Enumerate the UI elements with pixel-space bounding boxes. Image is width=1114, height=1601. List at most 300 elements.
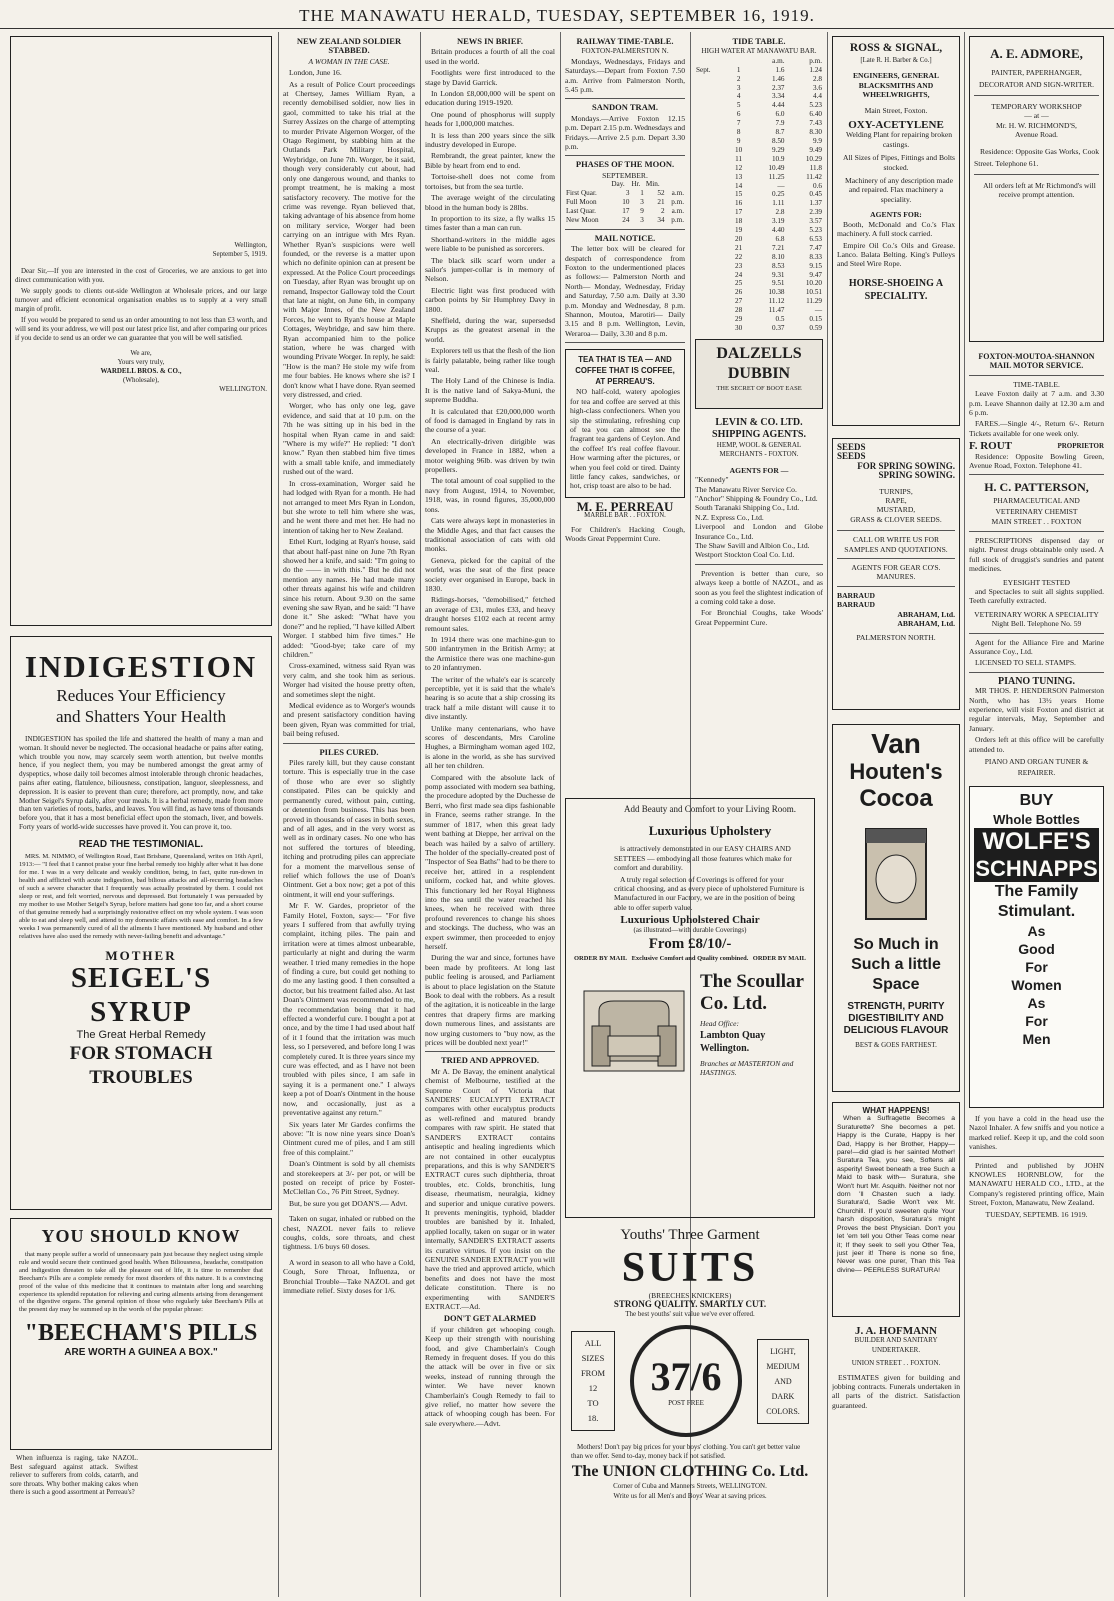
levin-agent: Westport Stockton Coal Co. Ltd. bbox=[695, 550, 795, 560]
veterinary-speciality: VETERINARY WORK A SPECIALITY bbox=[974, 609, 1099, 619]
tide-cell: 8.50 bbox=[771, 136, 785, 145]
suits-price: 37/6 bbox=[650, 1353, 722, 1399]
soldier-paragraph: Cross-examined, witness said Ryan was very calm, and she took him as serious. Worger had visited the house pretty often, and sometimes slept the night. bbox=[283, 661, 415, 699]
wolfe-line: SCHNAPPS bbox=[975, 856, 1098, 881]
admore-workshop: TEMPORARY WORKSHOP bbox=[991, 102, 1082, 111]
moon-cell: First Quar. bbox=[566, 189, 597, 198]
tide-table bbox=[695, 57, 823, 333]
tide-cell: 9.31 bbox=[771, 270, 785, 279]
nazol-note: A word in season to all who have a Cold, Cough, Sore Throat, Influenza, or Bronchial Trouble—Take NAZOL and get immediate relief. Sixty doses for 1/6. bbox=[283, 1257, 415, 1295]
tide-cell: 9.29 bbox=[771, 145, 785, 154]
news-item: In London £8,000,000 will be spent on education during 1919-1920. bbox=[425, 89, 555, 108]
scoullar-branches: Branches at MASTERTON and HASTINGS. bbox=[700, 1058, 794, 1078]
tide-row bbox=[695, 244, 823, 253]
tide-cell: 8 bbox=[736, 128, 741, 137]
tide-cell: 7.43 bbox=[809, 119, 822, 128]
tide-cell: 10.9 bbox=[771, 154, 785, 163]
tide-cell: 4.44 bbox=[771, 101, 785, 110]
tide-month bbox=[695, 253, 729, 262]
scoullar-exclusive: Exclusive Comfort and Quality combined. bbox=[631, 955, 749, 963]
tide-cell: 18 bbox=[735, 217, 743, 226]
seed-item: MUSTARD, bbox=[876, 505, 916, 515]
tide-cell: 5.23 bbox=[809, 226, 822, 235]
news-item: In 1914 there was one machine-gun to 500 infantrymen in the British Army; at the Armistice there was one machine-gun to 20 infantrymen. bbox=[425, 634, 555, 673]
moon-cell: 24 bbox=[622, 215, 630, 224]
order-by-mail: ORDER BY MAIL bbox=[574, 955, 628, 963]
tide-cell: 2.37 bbox=[771, 83, 785, 92]
levin-agent: The Manawatu River Service Co. bbox=[695, 484, 797, 494]
mail-timetable-head: TIME-TABLE. bbox=[1013, 379, 1060, 389]
mail-headline: MAIL NOTICE. bbox=[594, 232, 656, 243]
railway-headline: RAILWAY TIME-TABLE. bbox=[576, 36, 674, 46]
patterson-prescriptions: PRESCRIPTIONS dispensed day or night. Purest drugs obtainable only used. A full stock of druggist's sundries and patent medicines. bbox=[969, 535, 1104, 574]
admore-orders: All orders left at Mr Richmond's will receive prompt attention. bbox=[983, 180, 1096, 200]
seeds-agents: AGENTS FOR GEAR CO'S. MANURES. bbox=[851, 563, 941, 582]
tide-row bbox=[695, 128, 823, 137]
tide-month bbox=[695, 92, 729, 101]
tide-month bbox=[695, 208, 729, 217]
tide-month bbox=[695, 297, 729, 306]
cocoa-tin-illustration bbox=[851, 819, 941, 929]
scoullar-price: From £8/10/- bbox=[648, 936, 732, 953]
tide-month bbox=[695, 315, 729, 324]
levin-agent: "Kennedy" bbox=[695, 475, 729, 485]
levin-subhead: HEMP, WOOL & GENERAL MERCHANTS - FOXTON. bbox=[716, 440, 802, 459]
patterson-trade: PHARMACEUTICAL AND VETERINARY CHEMIST bbox=[993, 496, 1080, 517]
tide-month bbox=[695, 279, 729, 288]
tide-row bbox=[695, 235, 823, 244]
alliance-agent: Agent for the Alliance Fire and Marine Assurance Coy., Ltd. bbox=[969, 637, 1104, 656]
news-item: Shorthand-writers in the middle ages were liable to be punished as sorcerers. bbox=[425, 234, 555, 254]
piles-paragraph: But, be sure you get DOAN'S.— Advt. bbox=[289, 1198, 408, 1208]
news-item: During the war and since, fortunes have been made by profiteers. At long last public feeling is aroused, and Parliament is about to place legislation on the Statute Book to deal with the robbers. As a result of the agitation, it is noticeable in the large centres that drapery firms are marking down numerous lines, and assistants are now urging customers to "buy now, as the prices will be doubled next year!" bbox=[425, 953, 555, 1048]
tea-advert bbox=[565, 349, 685, 497]
tide-cell: 0.6 bbox=[813, 181, 822, 190]
seigels-syrup-brand: SEIGEL'S SYRUP bbox=[70, 961, 212, 1028]
tide-cell: 13 bbox=[735, 172, 743, 181]
piles-paragraph: Six years later Mr Gardes confirms the above: "It is now nine years since Doan's Ointment cured me of piles, and I am still free of this complaint." bbox=[283, 1119, 415, 1157]
moon-cell: Full Moon bbox=[566, 198, 597, 207]
soldier-paragraph: In cross-examination, Worger said he had lodged with Ryan for a month. He had not arranged to meet Mrs Ryan in London, but she wrote to tell him where she was, and he went there and met her. He had no intention of taking her to New Zealand. bbox=[283, 478, 415, 535]
suits-size-line: SIZES bbox=[581, 1353, 605, 1364]
moon-headline: PHASES OF THE MOON. bbox=[575, 159, 675, 170]
news-item: The writer of the whale's ear is scarcely perceptible, yet it is said that the whale's hearing is so acute that a ship crossing its track half a mile distant will cause it to dive instantly. bbox=[425, 674, 555, 722]
tide-cell: 0.37 bbox=[771, 324, 785, 332]
hofmann-address: UNION STREET . . FOXTON. bbox=[851, 1359, 941, 1368]
tide-cell: 6.40 bbox=[809, 110, 822, 119]
tide-cell: 23 bbox=[735, 261, 743, 270]
seed-list bbox=[837, 487, 955, 525]
suits-color-line: DARK bbox=[771, 1391, 795, 1401]
dalzell-tagline: THE SECRET OF BOOT EASE bbox=[716, 384, 802, 392]
tide-month bbox=[695, 182, 729, 191]
news-item: Electric light was first produced with carbon points by Sir Humphrey Davy in 1800. bbox=[425, 285, 555, 314]
bronchial-note: For Bronchial Coughs, take Woods' Great Peppermint Cure. bbox=[695, 608, 823, 627]
tide-cell: 12 bbox=[735, 163, 743, 172]
suits-color-line: AND bbox=[774, 1376, 792, 1386]
letter-firm: (Wholesale), bbox=[123, 376, 159, 384]
tide-cell: 5 bbox=[736, 101, 741, 110]
suits-value: The best youths' suit value we've ever offered. bbox=[625, 1309, 755, 1318]
suratura-poem: When a Suffragette Becomes a Suraturette? She becomes a pet. Happy is the Curate, Happy is her Dad, Happy is her Brother, Happy—pare!—did glad is her sainted Mother! Suratura Tea, you see, Softens all asperity! Sweet beneath a tree Such a Maid to bask with— Suratura, she Won't hurt Mr. Asquith. Neither not nor dorn 'll Chasten such a lady. Suratura'd, Sadie Won't vex Mr. Churchill. If you'd sweeten quite Your harsh disposition, Suratura's might Proves the best Physician. Don't you let 'em tell you Other Teas come near it; If they seek to sell you Other Tea, just jeer it! There is none so fine, Never was one purer, Than this Tea divine— PEERLESS SURATURA! bbox=[837, 1115, 955, 1274]
seed-item: GRASS & CLOVER SEEDS. bbox=[850, 514, 942, 524]
admore-advert bbox=[969, 36, 1104, 342]
tide-cell: 7.21 bbox=[771, 243, 785, 252]
tide-cell: 11.47 bbox=[768, 306, 785, 315]
tide-month bbox=[695, 324, 729, 333]
piles-paragraph: Mr F. W. Gardes, proprietor of the Family Hotel, Foxton, says:— "For five years I suffered from that awfully trying complaint, itching piles. The pain and irritation were at times almost unbearable, particularly at night and during the warm weather. I tried many remedies in the hope of finding a cure, but could get nothing to do me any lasting good. I then consulted a doctor, but his treatment failed also. At last Doan's Ointment was recommended to me, the recommendation being that it had effected a wonderful cure. I bought a pot at once, and by the time I had used about half of it I found that the irritation was much less, so I persevered, and before long I was completely cured. It is three years since my cure was effected, and as I have not been troubled with piles since, I am safe in saying it is a permanent one." I always keep a pot of Doan's Ointment in the house now, and occasionally, just as a preventative against any return." bbox=[283, 901, 415, 1118]
news-item: Britain produces a fourth of all the coal used in the world. bbox=[425, 47, 555, 66]
tide-cell: 6.53 bbox=[809, 234, 822, 243]
letter-salutation: Dear Sir,—If you are interested in the cost of Groceries, we are anxious to get into direct communication with you. bbox=[15, 267, 267, 284]
tide-cell: 15 bbox=[735, 190, 743, 199]
column-7 bbox=[969, 34, 1104, 1594]
wolfes-schnapps-advert bbox=[969, 786, 1104, 1108]
indigestion-subtitle: Reduces Your Efficiency bbox=[56, 686, 226, 705]
rout-proprietor: PROPRIETOR bbox=[1057, 442, 1104, 451]
column-rule bbox=[560, 32, 561, 1597]
tide-month bbox=[695, 146, 729, 155]
mail-service-times: Leave Foxton daily at 7 a.m. and 3.30 p.m. Leave Shannon daily at 12.30 a.m and 6 p.m. bbox=[969, 389, 1104, 418]
tide-cell: 3.19 bbox=[771, 217, 785, 226]
tram-times: Mondays.—Arrive Foxton 12.15 p.m. Depart 2.15 p.m. Wednesdays and Fridays.—Arrive 2.5 p.m. Depart 3.30 p.m. bbox=[565, 113, 685, 152]
wardell-advert bbox=[10, 36, 272, 626]
tide-row bbox=[695, 199, 823, 208]
union-clothing-address: Corner of Cuba and Manners Streets, WELLINGTON. bbox=[613, 1482, 767, 1491]
van-houtens-brand: Van bbox=[871, 728, 921, 759]
moon-cell: 34 bbox=[657, 215, 665, 224]
moon-cell: 17 bbox=[622, 207, 630, 215]
column-4 bbox=[565, 34, 685, 789]
admore-at: — at — bbox=[1024, 111, 1049, 121]
letter-paragraph: We supply goods to clients out-side Wellington at Wholesale prices, and our large turnover and efficient economical organisation enables us to supply at a very small margin of profit. bbox=[15, 287, 267, 313]
tide-cell: 30 bbox=[735, 324, 743, 332]
soldier-paragraph: Ethel Kurt, lodging at Ryan's house, said that about half-past nine on June 7th Ryan showed her a knife, and said: "I'm going to do the —— in with this." But he did not mention any names. He had made many other threats against his wife and children since his return. About 9.30 on the same evening she saw Ryan, and he said: "I have done it." She asked: "What have you done?" and he replied, "I have killed Albert Worger. I stabbed him five times." He added: "Good-bye; take care of my children." bbox=[283, 537, 415, 659]
ross-empire: Empire Oil Co.'s Oils and Grease. Lanco. Balata Belting. King's Pulleys and Steel Wire Rope. bbox=[837, 240, 955, 269]
tide-row bbox=[695, 155, 823, 164]
suits-color-line: MEDIUM bbox=[766, 1361, 800, 1371]
tide-cell: 1.11 bbox=[772, 199, 785, 208]
news-item: The Holy Land of the Chinese is India. It is the native land of Sakya-Muni, the supreme Buddha. bbox=[425, 376, 555, 405]
tide-cell: 27 bbox=[735, 297, 743, 306]
tide-cell: 0.5 bbox=[775, 315, 785, 324]
scoullar-chair-sub: (as illustrated—with durable Coverings) bbox=[633, 925, 747, 934]
moon-cell: 9 bbox=[640, 207, 644, 215]
tide-subhead: HIGH WATER AT MANAWATU BAR. bbox=[701, 47, 817, 56]
tide-month bbox=[695, 119, 729, 128]
tide-cell: 8.33 bbox=[809, 252, 822, 261]
tide-row bbox=[695, 315, 823, 324]
suits-headline: Youths' Three Garment bbox=[620, 1227, 760, 1243]
hofmann-name: J. A. HOFMANN bbox=[855, 1325, 937, 1337]
wolfe-line: Women bbox=[1011, 977, 1062, 993]
tide-row bbox=[695, 271, 823, 280]
tide-cell: 10.20 bbox=[805, 279, 822, 288]
strength-tagline: STRENGTH, PURITY DIGESTIBILITY AND DELICIOUS FLAVOUR bbox=[843, 1001, 949, 1037]
abraham-name: ABRAHAM, Ltd. bbox=[897, 609, 955, 619]
testimonial-heading: READ THE TESTIMONIAL. bbox=[78, 838, 204, 850]
news-in-brief bbox=[425, 47, 555, 1047]
tide-cell: 29 bbox=[735, 315, 743, 324]
moon-cell: 52 bbox=[657, 189, 665, 198]
tea-body: NO half-cold, watery apologies for tea and coffee are served at this high-class confectioners. When you sip the stimulating, refreshing cup of tea you can almost see the fragrant tea gardens of Ceylon. And the coffee! It's real coffee flavour. How warming after the pictures, or when you feel cold or tired. Dainty little fancy cakes, sandwiches, or hot, crisp toast are also to be had. bbox=[570, 387, 680, 491]
dalzell-advert bbox=[695, 339, 823, 409]
tide-cell: 2.8 bbox=[813, 74, 822, 83]
tide-cell: 3.6 bbox=[813, 83, 822, 92]
abraham-name: ABRAHAM, Ltd. bbox=[897, 619, 955, 629]
tide-cell: 7.9 bbox=[775, 119, 785, 128]
piles-paragraph: Piles rarely kill, but they cause constant torture. This is especially true in the case of those who are ever so slightly constipated. Piles can be quickly and permanently cured, without pain, cutting, or detention from business. This has been proved in thousands of cases in both sexes, and of all ages, and in the very worst as well as in ordinary cases. No one who has not suffered the tortures of bleeding, itching and protruding piles can appreciate for a moment the marvellous sense of relief which follows the use of Doan's Ointment. Get a box now; get a pot of this ointment, it will end your sufferings. bbox=[283, 758, 415, 899]
imprint-date: TUESDAY, SEPTEMB. 16 1919. bbox=[985, 1209, 1088, 1219]
news-item: Ridings-horses, "demobilised," fetched an average of £31, mules £33, and heavy draught horses £102 each at recent army remount sales. bbox=[425, 595, 555, 633]
rout-residence: Residence: Opposite Bowling Green, Avenue Road, Foxton. Telephone 41. bbox=[969, 451, 1104, 471]
suratura-advert bbox=[832, 1102, 960, 1317]
tide-cell: 11.42 bbox=[806, 172, 822, 181]
moon-row bbox=[565, 207, 685, 216]
news-headline: NEWS IN BRIEF. bbox=[456, 36, 524, 46]
piles-headline: PILES CURED. bbox=[319, 746, 379, 757]
tide-row bbox=[695, 137, 823, 146]
indigestion-body: INDIGESTION has spoiled the life and shattered the health of many a man and woman. It should never be neglected. The occasional headache or pains after eating, which trouble you now, may scarcely seem worth attention, but twelve months hence, if you neglect them, you may be numbered amongst the great army of dyspeptics, whose daily toil becomes almost intolerable through chronic headaches, pains after eating, flatulence, biliousness, constipation, languor, sleeplessness, and depression. It is easier to prevent than cure; therefore, act promptly, now, and take Mother Seigel's Syrup daily, after your meals. It is a herbal remedy, made from more than ten varieties of roots, barks, and leaves. You will find, as have tens of thousands before you, that it has a most beneficial effect upon the stomach, liver, and bowels. Forty years of world-wide successes have proved it. You can prove it, too. bbox=[19, 735, 263, 831]
tide-cell: 1.37 bbox=[809, 199, 822, 208]
tide-cell: 6.0 bbox=[775, 110, 785, 119]
tide-cell: 11 bbox=[735, 154, 743, 163]
soldier-paragraph: London, June 16. bbox=[289, 68, 342, 78]
tide-row bbox=[695, 164, 823, 173]
wolfe-line: For bbox=[1025, 1013, 1048, 1029]
tide-cell: 16 bbox=[735, 199, 743, 208]
wolfe-line: As bbox=[1027, 923, 1046, 939]
piano-tuner: PIANO AND ORGAN TUNER & REPAIRER. bbox=[984, 757, 1089, 777]
suits-price-circle bbox=[630, 1325, 742, 1437]
news-item: Sheffield, during the war, supersedsd Krupps as the greatest arsenal in the world. bbox=[425, 315, 555, 344]
tide-row bbox=[695, 226, 823, 235]
seed-item: TURNIPS, bbox=[879, 486, 913, 496]
letter-firm: WARDELL BROS. & CO., bbox=[100, 367, 182, 375]
oxy-headline: OXY-ACETYLENE bbox=[848, 119, 944, 132]
scoullar-body: is attractively demonstrated in our EASY CHAIRS AND SETTEES — embodying all those features which make for comfort and durability. bbox=[614, 844, 792, 873]
news-item: Explorers tell us that the flesh of the lion is fairly palatable, being rather like tough veal. bbox=[425, 346, 555, 374]
tide-cell: 5.23 bbox=[809, 101, 822, 110]
soldier-paragraph: Medical evidence as to Worger's wounds and present satisfactory condition having been given, Ryan was committed for trial, bail being refused. bbox=[283, 701, 415, 739]
tide-cell: 3.57 bbox=[809, 217, 822, 226]
tide-cell: 8.10 bbox=[771, 252, 785, 261]
indigestion-subtitle: and Shatters Your Health bbox=[56, 707, 226, 726]
tide-row bbox=[695, 208, 823, 217]
tide-row bbox=[695, 182, 823, 191]
seeds-head: SEEDS bbox=[837, 442, 866, 452]
admore-trade: PAINTER, PAPERHANGER, DECORATOR AND SIGN-WRITER. bbox=[978, 68, 1095, 89]
scoullar-body: A truly regal selection of Coverings is offered for your critical choosing, and as every piece of upholstered Furniture is Manufactured in our Factory, we are in the position of being able to offer superb value. bbox=[614, 874, 805, 912]
tide-row bbox=[695, 119, 823, 128]
beechams-pills-brand: "BEECHAM'S PILLS bbox=[24, 1320, 258, 1347]
suits-quality: STRONG QUALITY. SMARTLY CUT. bbox=[613, 1299, 767, 1310]
news-item: An electrically-driven dirigible was developed in France in 1882, when a motor weighing 96lb. was driven by twin propellers. bbox=[425, 436, 555, 475]
tide-cell: 4 bbox=[736, 92, 741, 101]
tide-cell: 2 bbox=[736, 74, 741, 83]
tide-month bbox=[695, 75, 729, 84]
spring-sowing: SPRING SOWING. bbox=[878, 470, 955, 481]
wolfe-line: Good bbox=[1018, 941, 1055, 957]
nazol-inhaler-note: If you have a cold in the head use the Nazol Inhaler. A few sniffs and you notice a marked relief. Keep it up, and the cold soon vanishes. bbox=[969, 1114, 1104, 1152]
tide-month: Sept. bbox=[696, 65, 711, 74]
van-houtens-brand: Houten's bbox=[849, 759, 943, 784]
suits-size-line: 18. bbox=[587, 1413, 599, 1424]
tide-row bbox=[695, 217, 823, 226]
moon-cell: 10 bbox=[622, 198, 630, 207]
soldier-paragraph: Worger, who has only one leg, gave evidence, and said that at 10 p.m. on the 7th he was sitting up in his bed in the hospital when Ryan came in and said: "Where is my wife?" He replied: "I don't know." Ryan then stabbed him five times with a small table knife, and immediately rushed out of the ward. bbox=[283, 401, 415, 477]
hofmann-estimates: ESTIMATES given for building and jobbing contracts. Funerals undertaken in all parts of the district. Satisfaction guaranteed. bbox=[832, 1372, 960, 1410]
moon-cell: p.m. bbox=[671, 198, 684, 207]
tide-cell: 11.25 bbox=[768, 172, 785, 181]
tide-month bbox=[695, 244, 729, 253]
tide-month bbox=[695, 155, 729, 164]
ross-subhead: [Late R. H. Barber & Co.] bbox=[860, 57, 932, 64]
tide-row bbox=[695, 253, 823, 262]
levin-agent: The Shaw Savill and Albion Co., Ltd. bbox=[695, 540, 810, 550]
what-happens-heading: WHAT HAPPENS! bbox=[862, 1106, 930, 1115]
column-3 bbox=[425, 34, 555, 1594]
piles-paragraph: Doan's Ointment is sold by all chemists and storekeepers at 3/- per pot, or will be posted on receipt of price by Foster-McClellan Co., 76 Pitt Street, Sydney. bbox=[283, 1159, 415, 1197]
tide-row bbox=[695, 75, 823, 84]
tide-cell: 8.53 bbox=[771, 261, 785, 270]
tide-cell: — bbox=[814, 306, 822, 315]
beecham-tagline: ARE WORTH A GUINEA A BOX." bbox=[64, 1347, 218, 1359]
tide-row bbox=[695, 92, 823, 101]
ross-address: Main Street, Foxton. bbox=[864, 105, 928, 115]
tide-cell: 11.29 bbox=[806, 297, 822, 306]
column-rule bbox=[827, 32, 828, 1597]
perreau-name: M. E. PERREAU bbox=[576, 498, 674, 514]
suits-sizes bbox=[571, 1331, 615, 1431]
tide-month bbox=[695, 262, 729, 271]
tide-month bbox=[695, 217, 729, 226]
tide-cell: 1.46 bbox=[771, 74, 785, 83]
levin-agent: South Taranaki Shipping Co., Ltd. bbox=[695, 503, 800, 513]
tide-cell: 9.49 bbox=[809, 145, 822, 154]
armchair-illustration bbox=[574, 971, 694, 1091]
moon-cell: 3 bbox=[640, 215, 644, 224]
levin-agents-head: AGENTS FOR — bbox=[729, 465, 789, 475]
piles-article bbox=[283, 758, 415, 1295]
suits-size-line: TO bbox=[587, 1398, 599, 1409]
column-5 bbox=[695, 34, 823, 789]
tide-month bbox=[695, 288, 729, 297]
tide-cell: 21 bbox=[735, 243, 743, 252]
suits-subhead: (BREECHES KNICKERS) bbox=[648, 1291, 732, 1300]
ross-signal-advert bbox=[832, 36, 960, 426]
tide-row bbox=[695, 288, 823, 297]
nazol-note: When influenza is raging, take NAZOL. Best safeguard against attack. Swiftest reliever to sufferers from colds, catarrh, and sore throats. Why bother making cakes when there is such a good assortment at Perreau's? bbox=[10, 1454, 138, 1497]
order-by-mail: ORDER BY MAIL bbox=[752, 955, 806, 963]
column-rule bbox=[964, 32, 965, 1597]
column-rule bbox=[278, 32, 279, 1597]
piano-tuning-head: PIANO TUNING. bbox=[997, 675, 1076, 687]
tide-cell: 9.47 bbox=[809, 270, 822, 279]
moon-row bbox=[565, 216, 685, 225]
levin-agent: Liverpool and London and Globe Insurance Co., Ltd. bbox=[695, 522, 823, 541]
tide-cell: 1.6 bbox=[775, 65, 785, 74]
union-clothing-write: Write us for all Men's and Boys' Wear at saving prices. bbox=[613, 1491, 767, 1500]
tide-cell: 19 bbox=[735, 226, 743, 235]
tea-headline: TEA THAT IS TEA — AND COFFEE THAT IS COFFEE, AT PERREAU'S. bbox=[575, 355, 675, 387]
barraud-name: BARRAUD bbox=[837, 590, 875, 600]
levin-agent: "Anchor" Shipping & Foundry Co., Ltd. bbox=[695, 493, 818, 503]
soldier-article bbox=[283, 68, 415, 738]
tide-cell: 9 bbox=[736, 136, 741, 145]
tide-row bbox=[695, 297, 823, 306]
letter-close: Yours very truly, bbox=[117, 358, 165, 366]
tide-row bbox=[695, 110, 823, 119]
news-item: In proportion to its size, a fly walks 15 times faster than a man can run. bbox=[425, 213, 555, 233]
suits-size-line: ALL bbox=[584, 1338, 602, 1349]
union-clothing-advert bbox=[565, 1222, 815, 1592]
levin-headline: LEVIN & CO. LTD. SHIPPING AGENTS. bbox=[712, 416, 806, 440]
suits-title: SUITS bbox=[621, 1245, 759, 1291]
tide-row bbox=[695, 146, 823, 155]
tide-cell: 10.51 bbox=[805, 288, 822, 297]
tide-month bbox=[695, 101, 729, 110]
tide-month bbox=[695, 306, 729, 315]
tide-cell: 9.51 bbox=[771, 279, 785, 288]
tide-cell: 22 bbox=[735, 252, 743, 261]
moon-cell: 21 bbox=[657, 198, 665, 207]
tide-cell: 10.49 bbox=[768, 163, 785, 172]
moon-col-head: Min. bbox=[645, 180, 660, 189]
soldier-paragraph: As a result of Police Court proceedings at Chertsey, James William Ryan, a recently demobilised soldier, now lies in gaol, committed to take his trial at the Surrey Assizes on the charge of attempting to murder Private Algernon Worger, of the Otago Regiment, by stabbing him at the Outlands Park Military Hospital, Weybridge, on June 7th. Worger, be it said, though very considerably cut about, had only one dangerous wound, and thanks to prompt treatment, he is making a most satisfactory recovery. The motive for the crime was revenge. Ryan believed that, taking advantage of his absence from home on military service, Worger had been carrying on an intrigue with Mrs Ryan. Whether Ryan's suspicions were well founded, or the reverse is a matter upon which no definite opinion can at present be expressed. At the Police Court proceedings on Tuesday, after Ryan was brought up on remand, Inspector Galloway told the Court that late at night, on June 6th, in company with Major Innes, of the New Zealand Forces, he went to Ryan's house at Maple Cottages, Weybridge, and saw him there. Ryan accompanied him to the police station, where he was charged with wounding Private Worger. In reply, he said: "How is the man? He stole my wife from me four babies. He knows where she is? I don't know what I have done. Ryan seemed very distressed, and cried. bbox=[283, 79, 415, 400]
stomach-troubles-line: FOR STOMACH TROUBLES bbox=[69, 1042, 213, 1088]
patterson-name: H. C. PATTERSON, bbox=[984, 480, 1089, 495]
news-item: One pound of phosphorus will supply heads for 1,000,000 matches. bbox=[425, 109, 555, 129]
eyesight-tested: EYESIGHT TESTED bbox=[1002, 577, 1070, 587]
moon-col-head: Day. bbox=[611, 180, 625, 189]
tide-cell: 10.29 bbox=[805, 154, 822, 163]
scoullar-title: Luxurious Upholstery bbox=[648, 823, 772, 839]
soldier-headline: NEW ZEALAND SOLDIER STABBED. bbox=[296, 36, 402, 56]
tide-month bbox=[695, 271, 729, 280]
wolfe-line: Stimulant. bbox=[997, 903, 1076, 920]
seeds-head: SEEDS bbox=[837, 451, 866, 462]
news-item: The average weight of the circulating blood in the human body is 28lbs. bbox=[425, 193, 555, 212]
news-item: It is calculated that £20,000,000 worth of food is damaged in England by rats in the course of a year. bbox=[425, 406, 555, 435]
railway-times: Mondays, Wednesdays, Fridays and Saturdays.—Depart from Foxton 7.50 a.m. Arrive from Palmerston North, 5.45 p.m. bbox=[565, 56, 685, 95]
scoullar-tagline: Add Beauty and Comfort to your Living Room. bbox=[624, 804, 796, 814]
tried-article: Mr A. De Bavay, the eminent analytical chemist of Melbourne, testified at the Supreme Court of Victoria that SANDERS' EUCALYPTI EXTRACT compares with other eucalyptus products as well-refined and matured brandy compares with raw spirit. He stated that SANDER'S EXTRACT contains antiseptic and healing ingredients which are not contained in other eucalyptus preparations, and this is why SANDER'S EXTRACT cures such diphtheria, throat troubles, etc. Colds, bronchitis, lung disease, rheumatism, neuralgia, kidney and superior and unique curative powers. It prevents meningitis, typhoid, bladder troubles are banished by it. Inhaled, applied locally, taken on sugar or in water internally, SANDER'S EXTRACT asserts its curative virtues. If you insist on the GENUINE SANDER EXTRACT you will have the tried and approved article, which benefits and does not have the most delicate constitution. There is no experimenting with SANDER'S EXTRACT.—Ad. bbox=[425, 1066, 555, 1311]
piano-tuning-body: MR THOS. P. HENDERSON Palmerston North, who has 13½ years Home experience, will visit Foxton and district at regular intervals, May, September and January. bbox=[969, 686, 1104, 733]
tide-cell: — bbox=[777, 181, 785, 190]
moon-cell: a.m. bbox=[671, 207, 684, 215]
moon-cell: 3 bbox=[625, 189, 630, 198]
letter-date: September 5, 1919. bbox=[212, 250, 267, 258]
wolfe-line: The Family bbox=[994, 883, 1079, 900]
tide-cell: 3.34 bbox=[771, 92, 785, 101]
levin-agents-list bbox=[695, 475, 823, 560]
mail-service-fares: FARES.—Single 4/-, Return 6/-. Return Tickets available for one week only. bbox=[969, 419, 1104, 438]
tide-row bbox=[695, 279, 823, 288]
tide-cell: 10 bbox=[735, 145, 743, 154]
letter-firm: WELLINGTON. bbox=[219, 385, 267, 393]
scoullar-office: Head Office: bbox=[700, 1019, 739, 1029]
news-item: Compared with the absolute lack of pomp associated with modern sea bathing, the procedure adopted by the Duchesse de Berri, who first made sea dips fashionable in France, seems rather strange. In the summer of 1817, when this great lady went bathing at Dieppe, her arrival on the beach was hailed by a salvo of artillery. The holder of the specially-created post of "Inspector of Sea Baths" had to be there to receive her, attired in a resplendent uniform, cocked hat, and white gloves. This functionary led her Royal Highness into the sea until the water reached his knees, when he received with three profound reverences to change his shoes and stockings. The duchess, who was an expert swimmer, then proceeded to enjoy herself. bbox=[425, 772, 555, 951]
perreau-address: MARBLE BAR . . FOXTON. bbox=[584, 512, 666, 520]
machinery-body: Machinery of any description made and repaired. Flax machinery a speciality. bbox=[845, 176, 953, 204]
tide-row bbox=[695, 306, 823, 315]
masthead: THE MANAWATU HERALD, TUESDAY, SEPTEMBER 16, 1919. bbox=[0, 6, 1114, 29]
indigestion-advert bbox=[10, 636, 272, 1210]
oxy-body: Welding Plant for repairing broken castings. bbox=[845, 130, 953, 149]
tide-cell: 0.15 bbox=[809, 315, 822, 324]
tide-cell: 0.45 bbox=[809, 190, 822, 199]
